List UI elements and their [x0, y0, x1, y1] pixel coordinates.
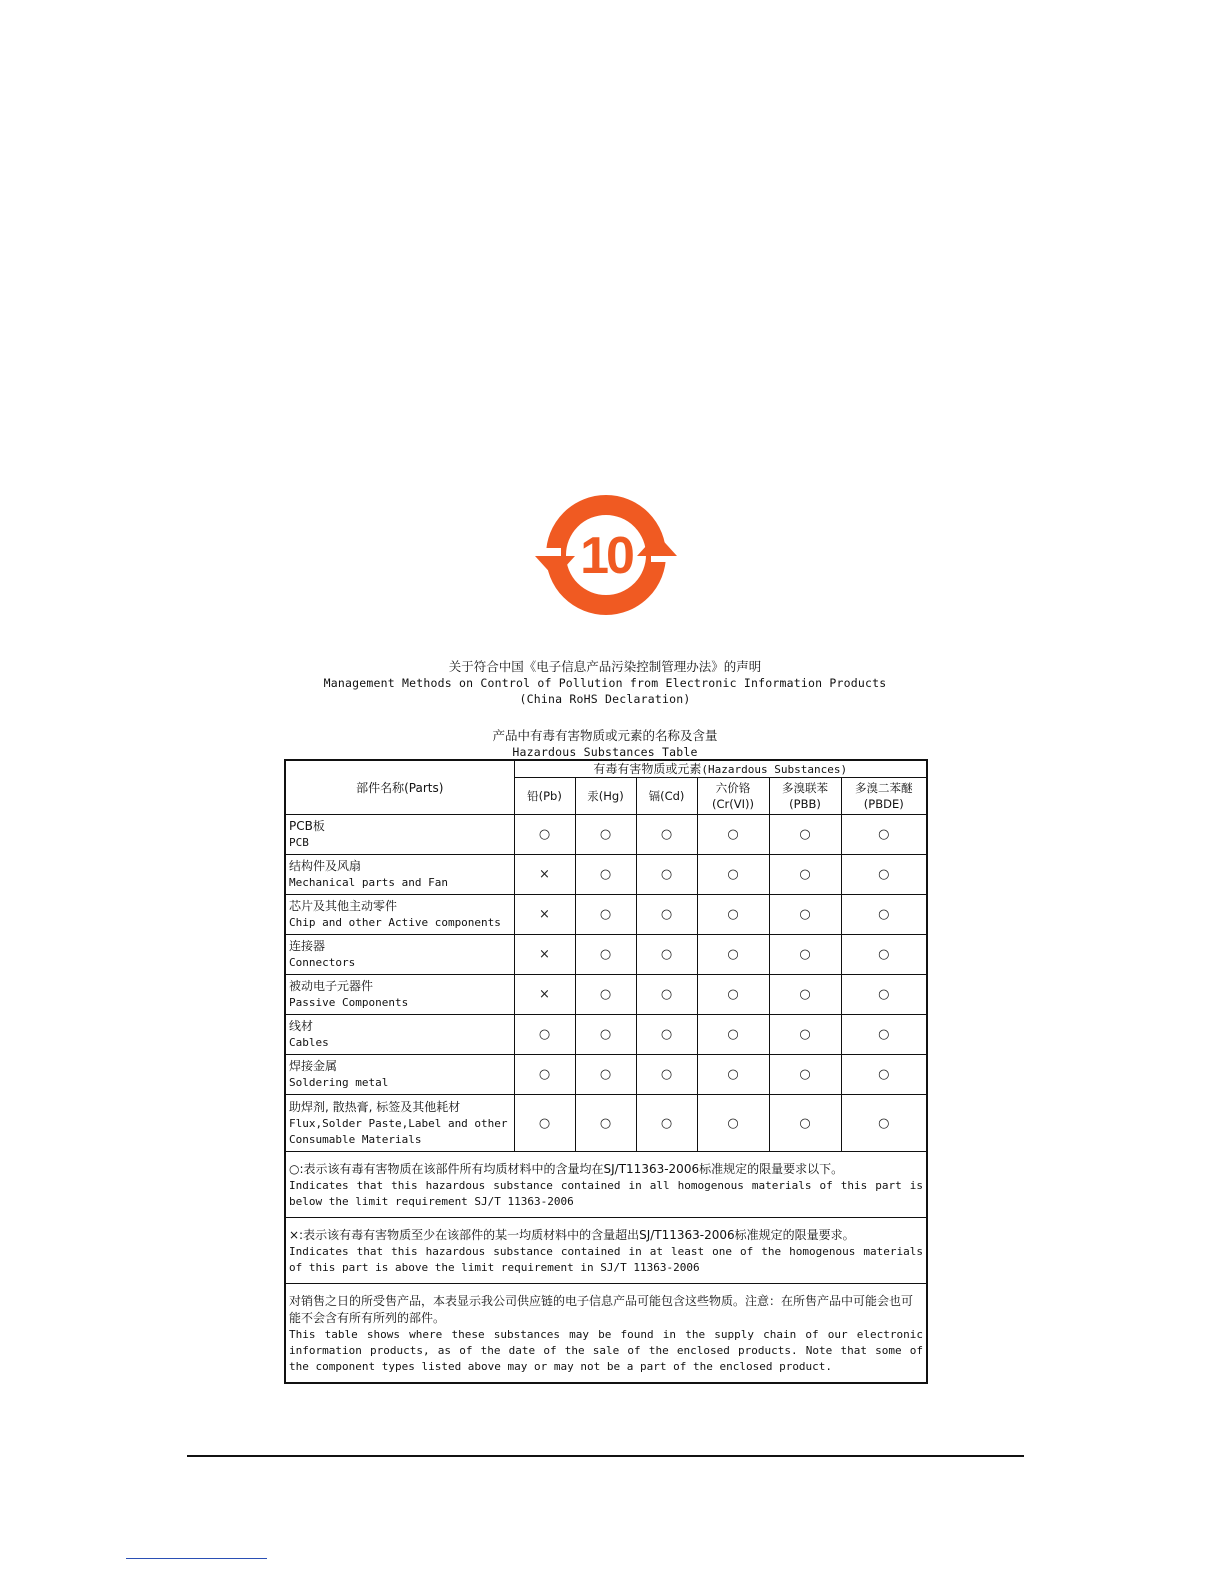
substance-mark: ×	[514, 895, 575, 935]
heading-en: Management Methods on Control of Pollution from Electronic Information Products	[323, 676, 887, 690]
note-row	[285, 1218, 927, 1284]
column-header: 镉(Cd)	[636, 778, 697, 815]
column-header: 多溴联苯 (PBB)	[769, 778, 841, 815]
logo-number: 10	[580, 527, 632, 585]
column-header: 铅(Pb)	[514, 778, 575, 815]
substance-mark: ○	[697, 815, 769, 855]
part-name-en: Mechanical parts and Fan	[289, 876, 448, 889]
part-name-cn: 线材	[289, 1019, 314, 1033]
substance-mark: ○	[575, 1055, 636, 1095]
hazardous-substances-table	[284, 759, 928, 1384]
substance-mark: ○	[575, 815, 636, 855]
table-title	[284, 727, 926, 760]
part-name-cn: PCB板	[289, 819, 325, 833]
substance-mark: ○	[636, 1095, 697, 1152]
substance-mark: ○	[575, 895, 636, 935]
part-name-cn: 助焊剂, 散热膏, 标签及其他耗材	[289, 1099, 461, 1114]
note-cn: ○:表示该有毒有害物质在该部件所有均质材料中的含量均在SJ/T11363-2006标准规定的限量要求以下。	[289, 1162, 844, 1176]
substance-mark: ○	[636, 895, 697, 935]
substance-mark: ○	[514, 1055, 575, 1095]
substance-mark: ×	[514, 855, 575, 895]
substances-group-header	[514, 760, 927, 778]
substance-mark: ○	[636, 815, 697, 855]
part-name-cn: 被动电子元器件	[289, 979, 374, 993]
substance-mark: ○	[769, 1015, 841, 1055]
note-en: Indicates that this hazardous substance contained in all homogenous materials of this part is below the limit requirement SJ/T 11363-2006	[289, 1179, 924, 1208]
substance-mark: ○	[514, 1095, 575, 1152]
substance-mark: ○	[514, 1015, 575, 1055]
note-cn: 对销售之日的所受售产品，本表显示我公司供应链的电子信息产品可能包含这些物质。注意：在所售产品中可能会也可能不会含有所有所列的部件。	[289, 1294, 914, 1325]
substance-mark: ○	[697, 975, 769, 1015]
substance-mark: ○	[636, 1055, 697, 1095]
part-name-en: Flux,Solder Paste,Label and other	[289, 1116, 508, 1130]
substance-mark: ○	[636, 1015, 697, 1055]
part-name-cell	[285, 815, 514, 855]
substance-mark: ○	[575, 975, 636, 1015]
substance-mark: ○	[697, 855, 769, 895]
substance-mark: ○	[841, 935, 927, 975]
parts-header: 部件名称(Parts)	[285, 760, 514, 815]
note-cn: ×:表示该有毒有害物质至少在该部件的某一均质材料中的含量超出SJ/T11363-2006标准规定的限量要求。	[289, 1228, 855, 1242]
part-name-cn: 连接器	[289, 939, 326, 953]
table-title-cn: 产品中有毒有害物质或元素的名称及含量	[492, 728, 718, 743]
part-name-cn: 结构件及风扇	[289, 859, 362, 873]
note-en: Indicates that this hazardous substance contained in at least one of the homogenous materials of this part is above the limit requirement in SJ/T 11363-2006	[289, 1245, 924, 1274]
substance-mark: ○	[697, 1095, 769, 1152]
table-row	[285, 895, 927, 935]
substance-mark: ○	[514, 815, 575, 855]
part-name-en: Soldering metal	[289, 1076, 389, 1089]
substance-mark: ○	[575, 855, 636, 895]
part-name-cn: 芯片及其他主动零件	[289, 899, 398, 913]
table-row	[285, 855, 927, 895]
part-name-en: PCB	[289, 836, 309, 849]
part-name-en: Passive Components	[289, 996, 409, 1009]
substance-mark: ○	[769, 895, 841, 935]
substance-mark: ○	[769, 1095, 841, 1152]
note-cell	[285, 1284, 927, 1384]
part-name-cell	[285, 975, 514, 1015]
substance-mark: ○	[769, 855, 841, 895]
substance-mark: ○	[841, 975, 927, 1015]
part-name-en: Cables	[289, 1036, 329, 1049]
part-name-cell	[285, 855, 514, 895]
note-row	[285, 1284, 927, 1384]
footer-rule	[187, 1455, 1024, 1457]
substance-mark: ○	[769, 935, 841, 975]
substance-mark: ○	[769, 1055, 841, 1095]
heading-cn: 关于符合中国《电子信息产品污染控制管理办法》的声明	[448, 659, 762, 674]
substance-mark: ○	[636, 935, 697, 975]
column-header: 多溴二苯醚 (PBDE)	[841, 778, 927, 815]
substance-mark: ○	[575, 935, 636, 975]
group-header-en: (Hazardous Substances)	[701, 762, 848, 776]
table-row	[285, 815, 927, 855]
corner-link-rule	[126, 1558, 267, 1559]
part-name-cell	[285, 1015, 514, 1055]
substance-mark: ○	[841, 815, 927, 855]
substance-mark: ○	[697, 895, 769, 935]
table-row	[285, 1015, 927, 1055]
part-name-cell	[285, 895, 514, 935]
substance-mark: ○	[697, 1015, 769, 1055]
substance-mark: ○	[841, 1055, 927, 1095]
column-header: 汞(Hg)	[575, 778, 636, 815]
note-en: This table shows where these substances may be found in the supply chain of our electronic information products, as of the date of the sale of the enclosed products. Note that some of the component types listed above may or may not be a part of the enclosed product.	[289, 1328, 924, 1373]
substance-mark: ○	[841, 895, 927, 935]
substance-mark: ○	[636, 975, 697, 1015]
declaration-heading	[284, 658, 926, 707]
heading-sub: (China RoHS Declaration)	[519, 692, 691, 706]
table-title-en: Hazardous Substances Table	[512, 745, 698, 759]
part-name-en: Connectors	[289, 956, 356, 969]
substance-mark: ○	[841, 1015, 927, 1055]
note-row	[285, 1152, 927, 1218]
part-name-cell	[285, 935, 514, 975]
table-row	[285, 1095, 927, 1152]
substance-mark: ○	[769, 975, 841, 1015]
table-row	[285, 975, 927, 1015]
substance-mark: ×	[514, 935, 575, 975]
substance-mark: ○	[575, 1095, 636, 1152]
efup-10-logo	[533, 494, 679, 618]
substance-mark: ○	[841, 1095, 927, 1152]
note-cell	[285, 1218, 927, 1284]
substance-mark: ○	[769, 815, 841, 855]
table-row	[285, 1055, 927, 1095]
substance-mark: ×	[514, 975, 575, 1015]
substance-mark: ○	[636, 855, 697, 895]
part-name-en-line2: Consumable Materials	[289, 1132, 422, 1146]
substance-mark: ○	[575, 1015, 636, 1055]
column-header: 六价铬 (Cr(VI))	[697, 778, 769, 815]
substance-mark: ○	[841, 855, 927, 895]
group-header-cn: 有毒有害物质或元素	[593, 761, 702, 776]
part-name-cn: 焊接金属	[289, 1059, 338, 1073]
substance-mark: ○	[697, 1055, 769, 1095]
part-name-en: Chip and other Active components	[289, 916, 501, 929]
substance-mark: ○	[697, 935, 769, 975]
part-name-cell	[285, 1055, 514, 1095]
part-name-cell	[285, 1095, 514, 1152]
table-row	[285, 935, 927, 975]
note-cell	[285, 1152, 927, 1218]
